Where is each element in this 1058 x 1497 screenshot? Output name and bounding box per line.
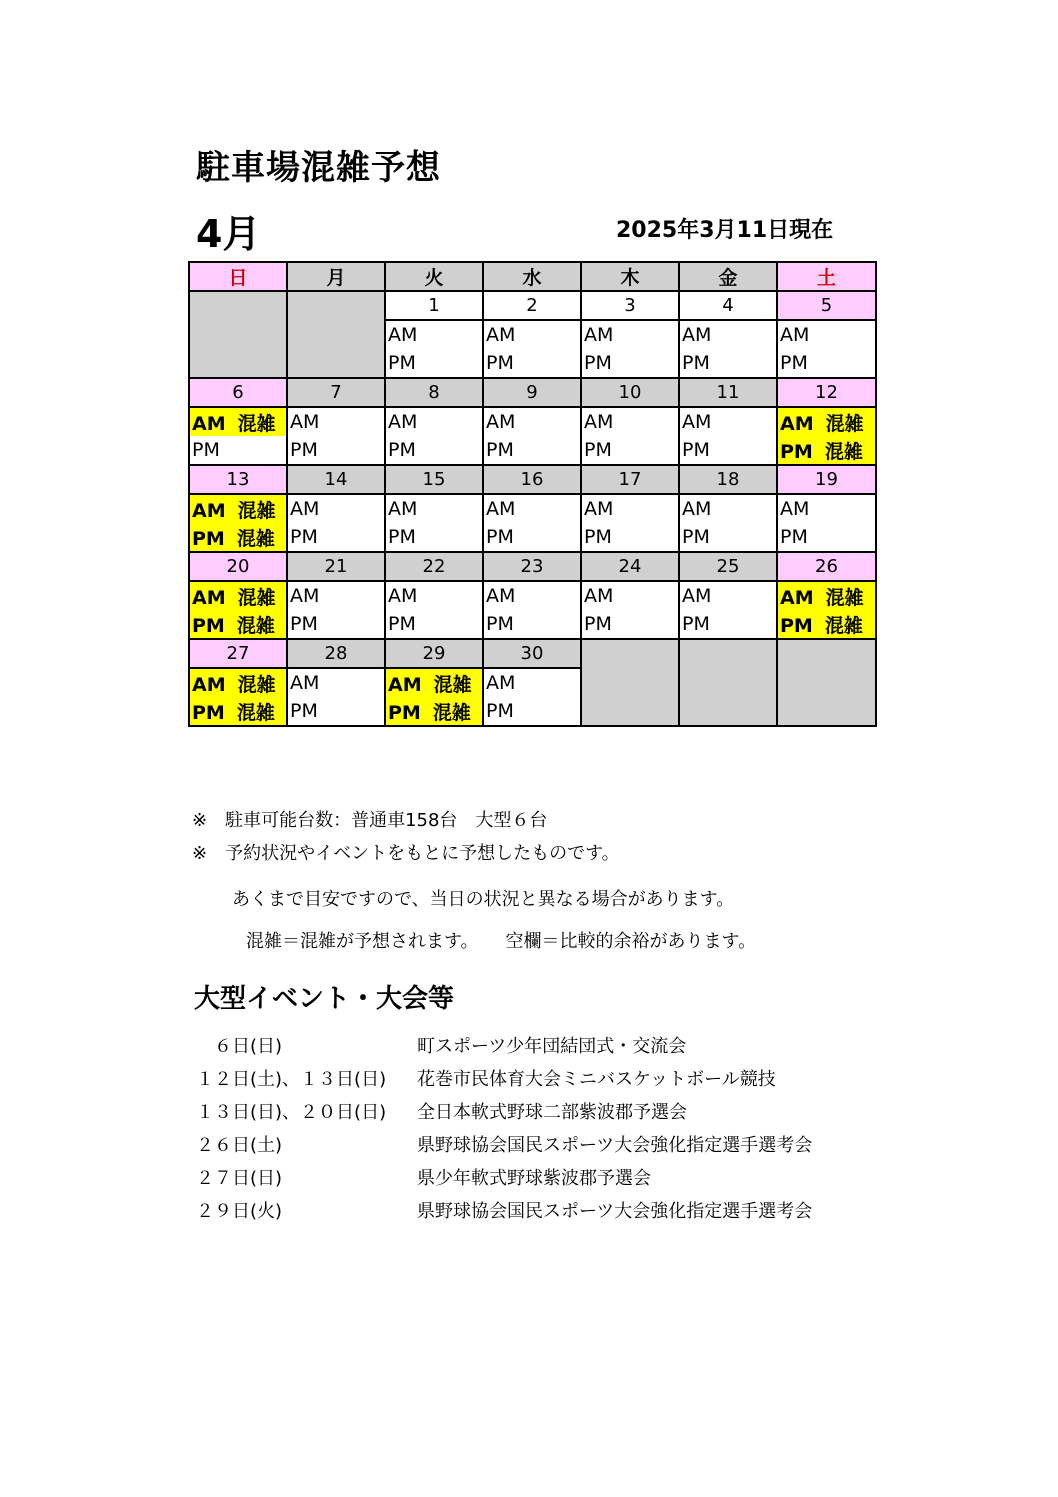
pm-slot — [385, 523, 483, 552]
slot-label: PM — [388, 439, 416, 461]
event-date: ２７日(日) — [196, 1168, 283, 1189]
weekday-header: 月 — [287, 262, 385, 291]
slot-label: PM — [486, 613, 514, 635]
slot-label: AM — [290, 498, 320, 520]
busy-label: 混雑 — [433, 673, 472, 696]
slot-label: PM — [388, 613, 416, 635]
am-slot — [679, 581, 777, 610]
slot-label: PM — [486, 352, 514, 374]
am-slot — [581, 494, 679, 523]
am-slot — [581, 581, 679, 610]
slot-label: PM — [290, 700, 318, 722]
day-number: 30 — [483, 639, 581, 668]
day-number: 8 — [385, 378, 483, 407]
day-number: 1 — [385, 291, 483, 320]
day-number: 23 — [483, 552, 581, 581]
pm-slot — [777, 436, 876, 465]
day-number: 6 — [189, 378, 287, 407]
am-slot — [385, 407, 483, 436]
pm-slot — [679, 610, 777, 639]
page-title: 駐車場混雑予想 — [196, 148, 441, 188]
day-number: 24 — [581, 552, 679, 581]
busy-label: 混雑 — [824, 614, 863, 637]
as-of-date: 2025年3月11日現在 — [616, 218, 834, 243]
am-slot — [581, 407, 679, 436]
busy-label: 混雑 — [432, 701, 471, 724]
slot-label: PM — [682, 613, 710, 635]
pm-slot — [679, 523, 777, 552]
empty-day-cell — [581, 639, 679, 726]
day-number: 18 — [679, 465, 777, 494]
slot-label: AM — [486, 324, 516, 346]
pm-slot — [385, 610, 483, 639]
am-slot — [483, 581, 581, 610]
pm-slot — [189, 436, 287, 465]
event-date: ６日(日) — [196, 1036, 283, 1057]
slot-label: AM — [388, 411, 418, 433]
slot-label: AM — [192, 412, 226, 435]
busy-label: 混雑 — [237, 673, 276, 696]
empty-day-cell — [777, 639, 876, 726]
day-number: 10 — [581, 378, 679, 407]
slot-label: AM — [388, 324, 418, 346]
slot-label: AM — [682, 498, 712, 520]
pm-slot — [777, 349, 876, 378]
congestion-calendar — [188, 261, 875, 788]
slot-label: PM — [290, 526, 318, 548]
busy-label: 混雑 — [825, 586, 864, 609]
slot-label: PM — [388, 526, 416, 548]
day-number: 25 — [679, 552, 777, 581]
day-number: 27 — [189, 639, 287, 668]
busy-label: 混雑 — [236, 527, 275, 550]
pm-slot — [483, 349, 581, 378]
event-date: ２６日(土) — [196, 1135, 283, 1156]
event-name: 県野球協会国民スポーツ大会強化指定選手選考会 — [417, 1201, 813, 1222]
pm-slot — [385, 349, 483, 378]
slot-label: AM — [486, 411, 516, 433]
slot-label: AM — [486, 585, 516, 607]
am-slot — [189, 407, 287, 436]
day-number: 16 — [483, 465, 581, 494]
busy-label: 混雑 — [236, 701, 275, 724]
pm-slot — [777, 523, 876, 552]
slot-label: PM — [780, 526, 808, 548]
slot-label: AM — [584, 498, 614, 520]
slot-label: PM — [192, 439, 220, 461]
event-name: 町スポーツ少年団結団式・交流会 — [417, 1036, 687, 1057]
pm-slot — [287, 697, 385, 726]
am-slot — [189, 494, 287, 523]
day-number: 26 — [777, 552, 876, 581]
pm-slot — [385, 436, 483, 465]
day-number: 22 — [385, 552, 483, 581]
slot-label: PM — [682, 352, 710, 374]
day-number: 5 — [777, 291, 876, 320]
weekday-header: 金 — [679, 262, 777, 291]
weekday-header: 水 — [483, 262, 581, 291]
slot-label: PM — [780, 352, 808, 374]
slot-label: AM — [682, 324, 712, 346]
day-number: 13 — [189, 465, 287, 494]
pm-slot — [679, 436, 777, 465]
pm-slot — [581, 523, 679, 552]
slot-label: PM — [192, 527, 225, 550]
am-slot — [483, 494, 581, 523]
pm-slot — [581, 436, 679, 465]
event-date: ２９日(火) — [196, 1201, 283, 1222]
slot-label: AM — [192, 499, 226, 522]
slot-label: PM — [290, 439, 318, 461]
am-slot — [189, 668, 287, 697]
weekday-header: 日 — [189, 262, 287, 291]
am-slot — [385, 668, 483, 697]
day-number: 7 — [287, 378, 385, 407]
pm-slot — [483, 436, 581, 465]
am-slot — [385, 320, 483, 349]
day-number: 29 — [385, 639, 483, 668]
busy-label: 混雑 — [237, 499, 276, 522]
slot-label: AM — [290, 672, 320, 694]
slot-label: AM — [682, 585, 712, 607]
am-slot — [189, 581, 287, 610]
slot-label: PM — [486, 526, 514, 548]
am-slot — [777, 494, 876, 523]
slot-label: PM — [584, 526, 612, 548]
event-name: 全日本軟式野球二部紫波郡予選会 — [417, 1102, 687, 1123]
slot-label: AM — [192, 586, 226, 609]
am-slot — [777, 407, 876, 436]
am-slot — [777, 581, 876, 610]
slot-label: AM — [192, 673, 226, 696]
slot-label: PM — [388, 701, 421, 724]
slot-label: PM — [192, 701, 225, 724]
slot-label: PM — [780, 440, 813, 463]
pm-slot — [483, 697, 581, 726]
slot-label: AM — [388, 673, 422, 696]
pm-slot — [581, 610, 679, 639]
day-number: 21 — [287, 552, 385, 581]
pm-slot — [189, 697, 287, 726]
slot-label: AM — [780, 324, 810, 346]
pm-slot — [483, 610, 581, 639]
slot-label: AM — [290, 411, 320, 433]
am-slot — [287, 581, 385, 610]
am-slot — [483, 668, 581, 697]
slot-label: PM — [584, 439, 612, 461]
slot-label: PM — [780, 614, 813, 637]
day-number: 15 — [385, 465, 483, 494]
am-slot — [777, 320, 876, 349]
day-number: 9 — [483, 378, 581, 407]
weekday-header: 土 — [777, 262, 876, 291]
empty-day-cell — [189, 291, 287, 378]
calendar-table — [188, 261, 877, 727]
day-number: 3 — [581, 291, 679, 320]
slot-label: PM — [682, 526, 710, 548]
slot-label: PM — [486, 439, 514, 461]
events-heading: 大型イベント・大会等 — [194, 984, 455, 1014]
event-date: １２日(土)、１３日(日) — [196, 1069, 387, 1090]
event-name: 県少年軟式野球紫波郡予選会 — [417, 1168, 651, 1189]
slot-label: PM — [290, 613, 318, 635]
slot-label: AM — [486, 498, 516, 520]
am-slot — [483, 407, 581, 436]
slot-label: AM — [780, 412, 814, 435]
day-number: 11 — [679, 378, 777, 407]
slot-label: AM — [584, 585, 614, 607]
busy-label: 混雑 — [237, 586, 276, 609]
pm-slot — [777, 610, 876, 639]
event-name: 県野球協会国民スポーツ大会強化指定選手選考会 — [417, 1135, 813, 1156]
pm-slot — [385, 697, 483, 726]
busy-label: 混雑 — [236, 614, 275, 637]
month-heading: 4月 — [196, 212, 261, 256]
slot-label: PM — [388, 352, 416, 374]
slot-label: AM — [682, 411, 712, 433]
pm-slot — [483, 523, 581, 552]
am-slot — [581, 320, 679, 349]
pm-slot — [287, 610, 385, 639]
slot-label: PM — [584, 352, 612, 374]
slot-label: AM — [780, 498, 810, 520]
weekday-header: 火 — [385, 262, 483, 291]
day-number: 19 — [777, 465, 876, 494]
day-number: 2 — [483, 291, 581, 320]
am-slot — [679, 320, 777, 349]
day-number: 28 — [287, 639, 385, 668]
day-number: 14 — [287, 465, 385, 494]
note-legend: 混雑＝混雑が予想されます。 空欄＝比較的余裕があります。 — [246, 931, 757, 952]
day-number: 20 — [189, 552, 287, 581]
event-date: １３日(日)、２０日(日) — [196, 1102, 387, 1123]
am-slot — [287, 407, 385, 436]
am-slot — [385, 494, 483, 523]
slot-label: AM — [290, 585, 320, 607]
empty-day-cell — [679, 639, 777, 726]
slot-label: AM — [584, 411, 614, 433]
slot-label: AM — [388, 585, 418, 607]
weekday-header: 木 — [581, 262, 679, 291]
am-slot — [483, 320, 581, 349]
event-name: 花巻市民体育大会ミニバスケットボール競技 — [417, 1069, 776, 1090]
busy-label: 混雑 — [237, 412, 276, 435]
am-slot — [679, 494, 777, 523]
am-slot — [679, 407, 777, 436]
note-basis: ※ 予約状況やイベントをもとに予想したものです。 — [192, 843, 620, 864]
busy-label: 混雑 — [825, 412, 864, 435]
pm-slot — [287, 436, 385, 465]
slot-label: AM — [584, 324, 614, 346]
pm-slot — [679, 349, 777, 378]
am-slot — [385, 581, 483, 610]
empty-day-cell — [287, 291, 385, 378]
slot-label: PM — [584, 613, 612, 635]
day-number: 17 — [581, 465, 679, 494]
busy-label: 混雑 — [824, 440, 863, 463]
slot-label: PM — [486, 700, 514, 722]
pm-slot — [189, 610, 287, 639]
day-number: 4 — [679, 291, 777, 320]
pm-slot — [581, 349, 679, 378]
slot-label: PM — [682, 439, 710, 461]
pm-slot — [287, 523, 385, 552]
note-disclaimer: あくまで目安ですので、当日の状況と異なる場合があります。 — [232, 889, 735, 910]
slot-label: PM — [192, 614, 225, 637]
slot-label: AM — [486, 672, 516, 694]
day-number: 12 — [777, 378, 876, 407]
note-capacity: ※ 駐車可能台数：普通車158台 大型６台 — [192, 810, 548, 831]
pm-slot — [189, 523, 287, 552]
slot-label: AM — [388, 498, 418, 520]
slot-label: AM — [780, 586, 814, 609]
am-slot — [287, 668, 385, 697]
am-slot — [287, 494, 385, 523]
